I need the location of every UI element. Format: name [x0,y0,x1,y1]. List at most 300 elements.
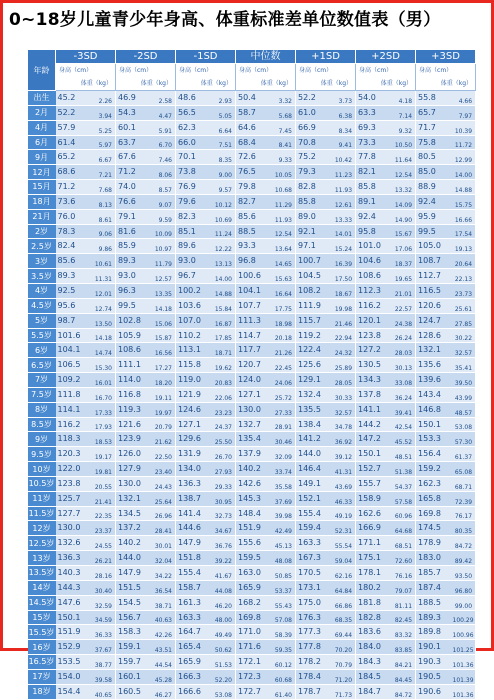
weight-cell: 34.78 [333,417,356,432]
height-cell: 103.6 [176,298,213,313]
weight-cell: 25.61 [453,298,476,313]
height-cell: 163.3 [296,536,333,551]
height-cell: 165.9 [236,580,273,595]
table-row [28,135,476,150]
height-cell: 88.9 [416,180,453,195]
weight-cell: 17.54 [453,224,476,239]
height-cell: 76.6 [116,194,153,209]
weight-cell: 22.45 [273,358,296,373]
height-cell: 134.5 [116,506,153,521]
sd-header: +3SD [416,50,476,64]
height-cell: 110.2 [176,328,213,343]
weight-cell: 48.51 [393,447,416,462]
weight-cell: 32.59 [93,595,116,610]
weight-cell: 39.22 [213,551,236,566]
height-cell: 159.7 [116,655,153,670]
height-cell: 85.0 [416,165,453,180]
weight-cell: 14.18 [93,328,116,343]
height-cell: 154.5 [116,595,153,610]
weight-unit-label: 体重（kg） [260,80,292,87]
height-cell: 63.3 [356,105,393,120]
height-cell: 117.7 [236,343,273,358]
weight-cell: 15.84 [213,298,236,313]
height-cell: 156.7 [116,610,153,625]
weight-cell: 12.54 [273,224,296,239]
height-cell: 97.1 [296,239,333,254]
height-cell: 73.3 [356,135,393,150]
weight-cell: 45.28 [153,669,176,684]
weight-cell: 27.33 [273,402,296,417]
weight-cell: 26.24 [393,328,416,343]
unit-header [236,64,296,91]
height-cell: 100.6 [236,269,273,284]
height-cell: 124.6 [176,402,213,417]
weight-cell: 53.08 [453,417,476,432]
age-cell: 4岁 [28,283,56,298]
height-cell: 120.7 [236,358,273,373]
table-row [28,358,476,373]
height-cell: 121.9 [176,387,213,402]
height-cell: 159.2 [416,462,453,477]
height-cell: 65.2 [56,150,93,165]
weight-cell: 59.04 [333,551,356,566]
weight-cell: 19.11 [153,387,176,402]
weight-cell: 79.07 [393,580,416,595]
age-cell: 2月 [28,105,56,120]
weight-cell: 22.57 [393,298,416,313]
height-cell: 177.8 [296,640,333,655]
height-cell: 76.9 [176,180,213,195]
weight-cell: 11.93 [273,209,296,224]
weight-cell: 60.12 [273,655,296,670]
weight-cell: 34.59 [93,610,116,625]
height-cell: 66.0 [176,135,213,150]
weight-cell: 5.97 [93,135,116,150]
weight-cell: 59.35 [273,640,296,655]
age-cell: 出生 [28,91,56,106]
height-cell: 171.0 [236,625,273,640]
table-row [28,298,476,313]
weight-cell: 20.83 [213,373,236,388]
height-cell: 172.7 [236,684,273,699]
height-cell: 61.0 [296,105,333,120]
height-cell: 69.3 [356,120,393,135]
weight-cell: 72.39 [453,491,476,506]
height-cell: 134.3 [356,373,393,388]
height-cell: 144.6 [176,521,213,536]
weight-cell: 11.29 [273,194,296,209]
weight-cell: 30.95 [213,491,236,506]
weight-cell: 22.94 [333,328,356,343]
weight-cell: 46.20 [213,595,236,610]
weight-cell: 19.62 [213,358,236,373]
height-cell: 54.0 [356,91,393,106]
height-cell: 166.9 [356,521,393,536]
height-cell: 150.1 [56,610,93,625]
table-row [28,476,476,491]
height-cell: 181.8 [356,595,393,610]
height-cell: 163.0 [236,566,273,581]
height-cell: 95.6 [56,298,93,313]
height-cell: 140.2 [236,462,273,477]
height-cell: 68.4 [236,135,273,150]
height-cell: 124.0 [236,373,273,388]
height-cell: 160.5 [116,684,153,699]
weight-cell: 68.51 [393,536,416,551]
weight-cell: 76.17 [453,506,476,521]
height-cell: 138.4 [296,417,333,432]
weight-cell: 19.97 [153,402,176,417]
height-cell: 170.5 [296,566,333,581]
height-cell: 172.3 [236,669,273,684]
weight-cell: 21.01 [393,283,416,298]
weight-cell: 9.59 [153,209,176,224]
weight-cell: 8.35 [213,150,236,165]
age-cell: 12岁 [28,521,56,536]
weight-cell: 7.14 [393,105,416,120]
height-cell: 114.1 [56,402,93,417]
weight-cell: 22.13 [453,269,476,284]
height-cell: 66.9 [296,120,333,135]
weight-cell: 14.90 [393,209,416,224]
height-cell: 81.6 [116,224,153,239]
age-cell: 4月 [28,120,56,135]
weight-cell: 25.64 [153,491,176,506]
height-cell: 131.9 [176,447,213,462]
height-cell: 173.1 [296,580,333,595]
height-cell: 155.7 [356,476,393,491]
weight-cell: 19.17 [93,447,116,462]
weight-cell: 13.32 [393,180,416,195]
weight-cell: 32.73 [213,506,236,521]
table-row [28,373,476,388]
height-cell: 92.4 [356,209,393,224]
height-cell: 159.1 [116,640,153,655]
table-row [28,566,476,581]
height-cell: 123.8 [56,476,93,491]
height-cell: 127.9 [116,462,153,477]
height-cell: 125.7 [56,491,93,506]
weight-cell: 13.50 [93,313,116,328]
weight-cell: 9.57 [213,180,236,195]
height-cell: 71.2 [116,165,153,180]
weight-cell: 37.69 [273,491,296,506]
weight-cell: 36.54 [153,580,176,595]
weight-cell: 93.50 [453,566,476,581]
weight-cell: 53.08 [213,684,236,699]
weight-cell: 13.13 [213,254,236,269]
weight-cell: 38.71 [153,595,176,610]
weight-cell: 96.80 [453,580,476,595]
weight-cell: 53.37 [273,580,296,595]
table-row [28,328,476,343]
growth-standard-table [27,49,476,700]
height-cell: 145.3 [236,491,273,506]
age-cell: 15.5岁 [28,625,56,640]
height-cell: 139.6 [416,373,453,388]
height-cell: 190.5 [416,669,453,684]
height-cell: 148.4 [236,506,273,521]
height-cell: 96.7 [176,269,213,284]
weight-cell: 45.13 [273,536,296,551]
height-cell: 82.3 [176,209,213,224]
height-cell: 166.3 [176,669,213,684]
age-cell: 5.5岁 [28,328,56,343]
age-cell: 12月 [28,165,56,180]
height-cell: 132.7 [236,417,273,432]
weight-cell: 34.67 [213,521,236,536]
age-cell: 10.5岁 [28,476,56,491]
unit-header [56,64,116,91]
weight-cell: 16.64 [273,283,296,298]
height-cell: 175.0 [296,595,333,610]
height-cell: 75.8 [416,135,453,150]
sd-header-row [28,50,476,64]
weight-cell: 6.67 [93,150,116,165]
weight-cell: 32.57 [333,402,356,417]
age-cell: 8岁 [28,402,56,417]
height-cell: 104.6 [356,254,393,269]
height-cell: 147.6 [56,595,93,610]
age-cell: 15岁 [28,610,56,625]
height-cell: 93.0 [116,269,153,284]
table-row [28,91,476,106]
weight-cell: 9.07 [153,194,176,209]
weight-cell: 34.22 [153,566,176,581]
height-cell: 189.3 [416,610,453,625]
weight-cell: 40.65 [93,684,116,699]
weight-cell: 17.75 [273,298,296,313]
height-unit-label: 身高（cm） [299,67,333,74]
height-cell: 119.0 [176,373,213,388]
height-cell: 92.5 [56,283,93,298]
height-cell: 132.6 [56,536,93,551]
height-cell: 88.5 [236,224,273,239]
height-cell: 89.3 [56,269,93,284]
height-cell: 127.1 [236,387,273,402]
weight-cell: 15.63 [273,269,296,284]
weight-cell: 36.92 [333,432,356,447]
height-cell: 104.1 [56,343,93,358]
weight-cell: 29.33 [213,476,236,491]
height-cell: 111.1 [116,358,153,373]
height-cell: 105.0 [416,239,453,254]
height-cell: 180.2 [356,580,393,595]
height-cell: 115.8 [176,358,213,373]
weight-cell: 7.68 [93,180,116,195]
weight-cell: 22.35 [93,506,116,521]
age-cell: 3岁 [28,254,56,269]
weight-cell: 16.01 [93,373,116,388]
height-cell: 120.1 [356,313,393,328]
weight-cell: 9.86 [93,239,116,254]
weight-cell: 10.97 [153,239,176,254]
height-cell: 152.1 [296,491,333,506]
weight-unit-label: 体重（kg） [380,80,413,87]
weight-cell: 3.32 [273,91,296,106]
weight-cell: 10.39 [453,120,476,135]
height-cell: 78.3 [56,224,93,239]
height-cell: 119.3 [116,402,153,417]
height-cell: 122.0 [56,462,93,477]
weight-cell: 15.24 [333,239,356,254]
height-cell: 138.7 [176,491,213,506]
height-cell: 113.1 [176,343,213,358]
height-cell: 85.8 [296,194,333,209]
weight-cell: 101.39 [453,669,476,684]
height-cell: 68.6 [56,165,93,180]
weight-cell: 6.64 [213,120,236,135]
height-cell: 85.6 [236,209,273,224]
height-cell: 71.2 [56,180,93,195]
weight-cell: 71.73 [333,684,356,699]
weight-cell: 19.98 [333,298,356,313]
height-cell: 127.7 [56,506,93,521]
height-cell: 116.5 [416,283,453,298]
weight-cell: 16.66 [453,209,476,224]
table-row [28,387,476,402]
height-cell: 107.0 [176,313,213,328]
sd-header: +1SD [296,50,356,64]
height-cell: 101.6 [56,328,93,343]
weight-cell: 99.00 [453,595,476,610]
height-cell: 153.3 [416,432,453,447]
weight-cell: 26.70 [213,447,236,462]
height-cell: 73.8 [176,165,213,180]
height-cell: 106.5 [56,358,93,373]
weight-cell: 38.77 [93,655,116,670]
age-cell: 6.5岁 [28,358,56,373]
weight-cell: 66.86 [333,595,356,610]
height-cell: 89.6 [176,239,213,254]
height-cell: 190.1 [416,640,453,655]
height-cell: 102.8 [116,313,153,328]
height-cell: 165.4 [176,640,213,655]
table-row [28,343,476,358]
height-unit-label: 身高（cm） [419,67,453,74]
height-cell: 129.6 [176,432,213,447]
weight-cell: 64.68 [393,521,416,536]
height-cell: 152.7 [356,462,393,477]
height-cell: 184.5 [356,669,393,684]
height-cell: 154.0 [56,669,93,684]
weight-cell: 33.08 [393,373,416,388]
weight-cell: 30.13 [393,358,416,373]
weight-cell: 2.93 [213,91,236,106]
weight-cell: 5.68 [273,105,296,120]
weight-cell: 100.29 [453,610,476,625]
height-cell: 126.0 [116,447,153,462]
table-row [28,105,476,120]
weight-cell: 40.63 [153,610,176,625]
height-cell: 122.4 [296,343,333,358]
height-cell: 52.2 [296,91,333,106]
height-cell: 62.3 [176,120,213,135]
weight-cell: 24.06 [273,373,296,388]
height-cell: 79.3 [296,165,333,180]
height-cell: 109.2 [56,373,93,388]
height-cell: 142.6 [236,476,273,491]
height-cell: 121.6 [116,417,153,432]
weight-cell: 5.05 [213,105,236,120]
height-cell: 176.3 [296,610,333,625]
weight-cell: 55.54 [333,536,356,551]
age-cell: 12.5岁 [28,536,56,551]
height-cell: 82.4 [56,239,93,254]
weight-cell: 44.08 [213,580,236,595]
weight-cell: 21.41 [93,491,116,506]
height-cell: 74.0 [116,180,153,195]
weight-cell: 21.62 [153,432,176,447]
age-cell: 14岁 [28,580,56,595]
weight-cell: 41.31 [333,462,356,477]
unit-header-row [28,64,476,91]
table-row [28,150,476,165]
weight-cell: 8.13 [93,194,116,209]
height-unit-label: 身高（cm） [359,67,393,74]
weight-cell: 16.56 [153,343,176,358]
weight-cell: 18.71 [213,343,236,358]
weight-cell: 12.57 [153,269,176,284]
weight-cell: 26.21 [93,551,116,566]
height-cell: 143.4 [416,387,453,402]
height-cell: 58.7 [236,105,273,120]
weight-cell: 8.06 [153,165,176,180]
weight-cell: 100.96 [453,625,476,640]
weight-cell: 14.18 [153,298,176,313]
weight-cell: 89.42 [453,551,476,566]
age-cell: 11岁 [28,491,56,506]
weight-cell: 15.87 [153,328,176,343]
table-row [28,551,476,566]
table-row [28,521,476,536]
height-cell: 147.9 [176,536,213,551]
weight-cell: 17.27 [153,358,176,373]
height-cell: 56.5 [176,105,213,120]
height-cell: 95.8 [356,224,393,239]
weight-cell: 28.16 [93,566,116,581]
height-cell: 167.3 [296,551,333,566]
weight-cell: 19.13 [453,239,476,254]
weight-cell: 43.99 [453,387,476,402]
height-cell: 67.6 [116,150,153,165]
weight-cell: 3.94 [93,105,116,120]
height-cell: 82.1 [356,165,393,180]
table-row [28,536,476,551]
height-cell: 85.6 [56,254,93,269]
weight-cell: 17.06 [393,239,416,254]
height-cell: 73.6 [56,194,93,209]
weight-cell: 7.51 [213,135,236,150]
table-row [28,684,476,699]
height-cell: 172.1 [236,655,273,670]
weight-cell: 35.41 [453,358,476,373]
age-cell: 8.5岁 [28,417,56,432]
height-cell: 65.7 [416,105,453,120]
height-cell: 108.6 [116,343,153,358]
age-cell: 3.5岁 [28,269,56,284]
table-row [28,447,476,462]
weight-unit-label: 体重（kg） [440,80,473,87]
weight-cell: 10.42 [333,150,356,165]
weight-cell: 55.43 [273,595,296,610]
weight-cell: 62.16 [333,566,356,581]
height-cell: 96.8 [236,254,273,269]
table-row [28,462,476,477]
weight-cell: 4.18 [393,91,416,106]
table-row [28,640,476,655]
height-cell: 80.5 [416,150,453,165]
